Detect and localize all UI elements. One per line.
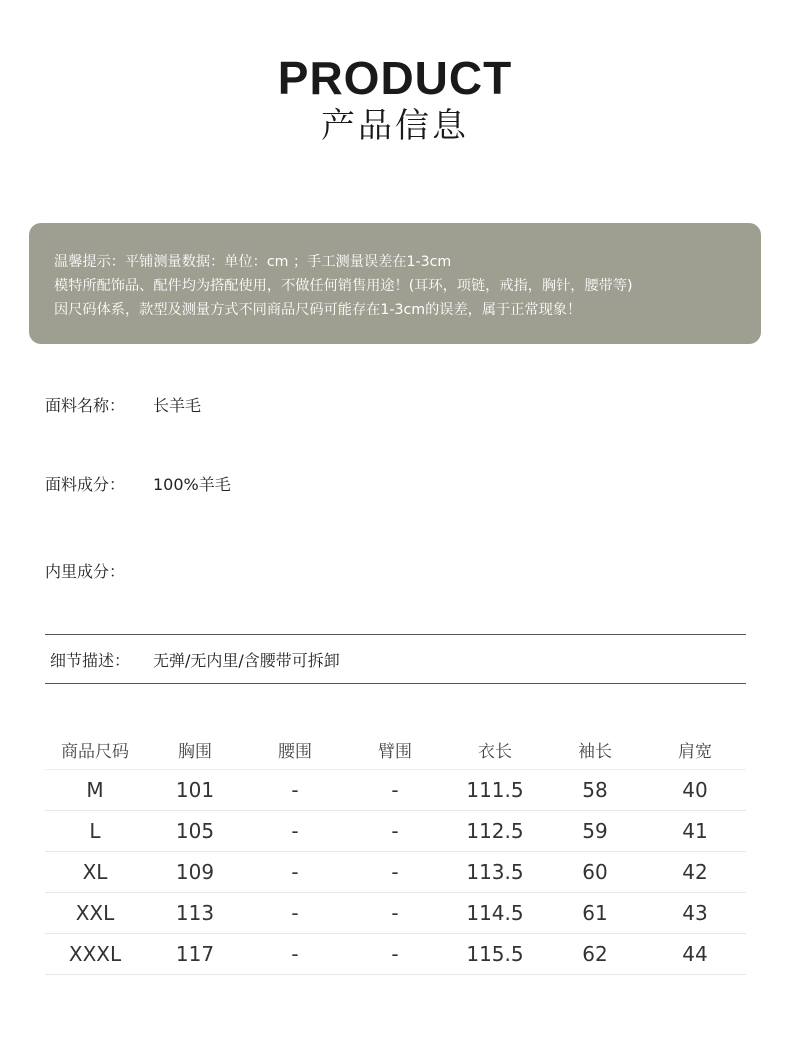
table-cell: 42: [682, 860, 708, 884]
table-cell: -: [391, 778, 399, 802]
table-cell: -: [391, 819, 399, 843]
fabric-name-label: 面料名称：: [45, 396, 126, 415]
table-cell: 115.5: [466, 942, 524, 966]
table-cell: -: [391, 901, 399, 925]
header-cell: 袖长: [578, 741, 612, 762]
table-cell: -: [291, 901, 299, 925]
header-cell: 臂围: [378, 741, 412, 762]
table-cell: -: [391, 860, 399, 884]
table-cell: 59: [582, 819, 608, 843]
notice-box: [29, 223, 761, 344]
fabric-composition-value: 100%羊毛: [153, 475, 231, 494]
detail-value: 无弹/无内里/含腰带可拆卸: [153, 651, 340, 670]
fabric-composition-field: [45, 472, 231, 495]
notice-line: 温馨提示：平铺测量数据：单位：cm ；手工测量误差在1-3cm: [54, 254, 452, 270]
table-cell: 60: [582, 860, 608, 884]
table-cell: -: [291, 942, 299, 966]
table-row: [45, 811, 746, 852]
table-row: [45, 893, 746, 934]
header-cell: 胸围: [178, 741, 212, 762]
header-cell: 肩宽: [678, 741, 712, 762]
page-title-chinese: 产品信息: [321, 106, 469, 146]
table-cell: 62: [582, 942, 608, 966]
table-cell: 101: [175, 778, 215, 802]
table-cell: 41: [682, 819, 708, 843]
table-cell: 113: [175, 901, 215, 925]
table-cell: -: [291, 778, 299, 802]
table-cell: 114.5: [466, 901, 524, 925]
page-title-english: PRODUCT: [277, 52, 513, 104]
fabric-name-field: [45, 393, 201, 416]
table-cell: -: [291, 860, 299, 884]
header-cell: 衣长: [478, 741, 512, 762]
divider-bottom: [45, 683, 746, 684]
detail-label: 细节描述：: [50, 651, 131, 670]
lining-composition-field: [45, 559, 153, 582]
table-cell: -: [391, 942, 399, 966]
table-cell: 43: [682, 901, 708, 925]
lining-composition-label: 内里成分：: [45, 562, 126, 581]
table-row: [45, 852, 746, 893]
size-cell: M: [86, 778, 104, 802]
table-cell: 40: [682, 778, 708, 802]
table-cell: 58: [582, 778, 608, 802]
notice-line: 因尺码体系，款型及测量方式不同商品尺码可能存在1-3cm的误差，属于正常现象！: [54, 302, 582, 318]
divider-top: [45, 634, 746, 635]
table-cell: -: [291, 819, 299, 843]
size-cell: XXL: [75, 901, 115, 925]
table-cell: 111.5: [466, 778, 524, 802]
notice-line: 模特所配饰品、配件均为搭配使用，不做任何销售用途！(耳环，项链，戒指，胸针，腰带等): [54, 278, 633, 294]
table-cell: 105: [175, 819, 215, 843]
size-table: [45, 729, 746, 975]
size-table-header: [45, 729, 746, 770]
size-cell: XL: [82, 860, 108, 884]
table-row: [45, 770, 746, 811]
fabric-name-value: 长羊毛: [153, 396, 202, 415]
fabric-composition-label: 面料成分：: [45, 475, 126, 494]
table-cell: 109: [175, 860, 215, 884]
table-cell: 113.5: [466, 860, 524, 884]
header-cell: 腰围: [278, 741, 312, 762]
size-cell: L: [89, 819, 101, 843]
detail-field: [50, 648, 340, 671]
table-cell: 61: [582, 901, 608, 925]
table-cell: 44: [682, 942, 708, 966]
table-row: [45, 934, 746, 975]
header-cell: 商品尺码: [61, 741, 129, 762]
table-cell: 112.5: [466, 819, 524, 843]
table-cell: 117: [175, 942, 215, 966]
size-cell: XXXL: [68, 942, 122, 966]
